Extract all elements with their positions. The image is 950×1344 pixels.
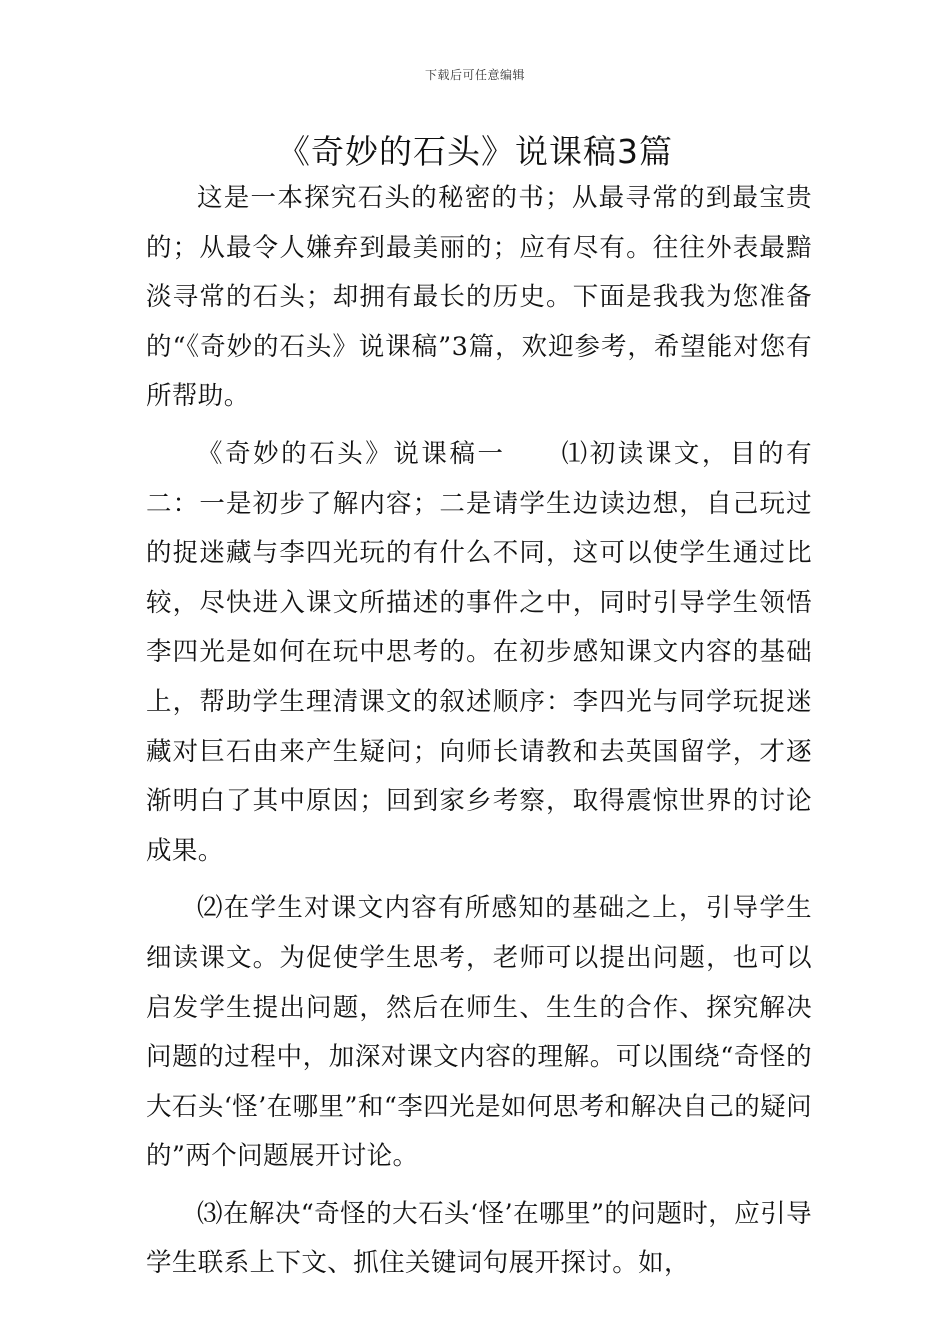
body-paragraph-3: ⑶在解决“奇怪的大石头‘怪’在哪里”的问题时，应引导学生联系上下文、抓住关键词句展开探讨。如， — [146, 1198, 812, 1279]
document-title: 《奇妙的石头》说课稿3篇 — [277, 132, 673, 171]
header-note: 下载后可任意编辑 — [424, 68, 525, 82]
intro-paragraph: 这是一本探究石头的秘密的书；从最寻常的到最宝贵的；从最令人嫌弃到最美丽的；应有尽有。往往外表最黯淡寻常的石头；却拥有最长的历史。下面是我我为您准备的“《奇妙的石头》说课稿”3篇，欢迎参考，希望能对您有所帮助。 — [146, 183, 812, 412]
document-body — [146, 174, 812, 1297]
body-paragraph-2: ⑵在学生对课文内容有所感知的基础之上，引导学生细读课文。为促使学生思考，老师可以提出问题，也可以启发学生提出问题，然后在师生、生生的合作、探究解决问题的过程中，加深对课文内容的理解。可以围绕“奇怪的大石头‘怪’在哪里”和“李四光是如何思考和解决自己的疑问的”两个问题展开讨论。 — [146, 893, 812, 1172]
body-paragraph-1: 《奇妙的石头》说课稿一 ⑴初读课文，目的有二：一是初步了解内容；二是请学生边读边想，自己玩过的捉迷藏与李四光玩的有什么不同，这可以使学生通过比较，尽快进入课文所描述的事件之中，同时引导学生领悟李四光是如何在玩中思考的。在初步感知课文内容的基础上，帮助学生理清课文的叙述顺序：李四光与同学玩捉迷藏对巨石由来产生疑问；向师长请教和去英国留学，才逐渐明白了其中原因；回到家乡考察，取得震惊世界的讨论成果。 — [146, 438, 812, 866]
